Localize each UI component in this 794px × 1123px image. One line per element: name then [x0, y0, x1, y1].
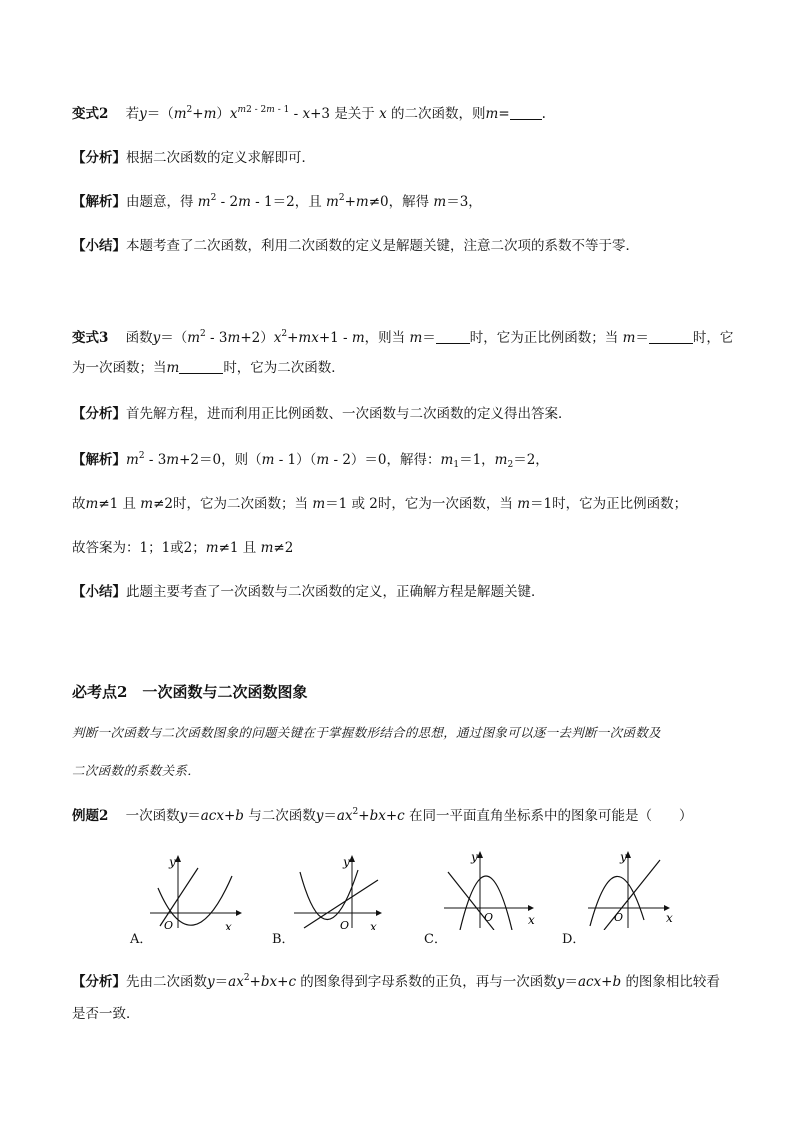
origin-label: O	[340, 919, 350, 930]
section-intro-line2: 二次函数的系数关系．	[72, 763, 201, 778]
x-axis-arrow	[376, 910, 382, 916]
x-label: x	[370, 920, 377, 930]
v3-question-line2: 为一次函数；当m 时，它为二次函数．	[72, 360, 345, 376]
origin-label: O	[484, 911, 494, 924]
graph-d	[584, 850, 694, 930]
x-label: x	[666, 911, 673, 925]
graph-c	[440, 850, 550, 930]
v2-solution: 【解析】由题意，得 $m^2 - 2m - 1=2$，且 $m^2+m\ne 0$，解得 m＝3，	[72, 193, 482, 210]
y-label: y	[343, 855, 350, 869]
v3-solution: 【解析】$m^2 - 3m+2=0$，则（m - 1）（m - 2）＝0，解得：$m_1=1$，$m_2=2$，	[72, 451, 549, 470]
option-b: B．	[272, 932, 295, 947]
x-axis-arrow	[528, 905, 534, 911]
ex2-tag: 例题2	[72, 808, 109, 824]
option-a: A．	[130, 932, 153, 947]
ex2-analysis-line1: 【分析】先由二次函数$y=ax^2+bx+c$ 的图象得到字母系数的正负，再与一次函数y＝acx+b 的图象相比较看	[72, 973, 720, 990]
straight-line	[604, 860, 660, 930]
v2-analysis: 【分析】根据二次函数的定义求解即可．	[72, 150, 315, 166]
y-label: y	[471, 850, 478, 864]
x-label: x	[225, 920, 232, 930]
section-title: 必考点2 一次函数与二次函数图象	[72, 683, 308, 701]
origin-label: O	[164, 919, 174, 930]
graph-a	[140, 850, 250, 930]
v2-tag: 变式2	[72, 106, 109, 122]
v3-answer: 故答案为：1；1或2；m≠1 且 m≠2	[72, 540, 294, 556]
v2-question: 变式2 若$y=(m^2+m)x^{m2 - 2m - 1} - x+3$ 是关于 x 的二次函数，则m= .	[72, 105, 546, 122]
y-label: y	[620, 850, 627, 864]
y-axis-arrow	[477, 851, 483, 858]
ex2-analysis-line2: 是否一致．	[72, 1006, 140, 1022]
origin-label: O	[614, 911, 624, 924]
graph-b	[290, 850, 400, 930]
v3-tag: 变式3	[72, 330, 109, 346]
y-label: y	[169, 855, 176, 869]
option-c: C．	[424, 932, 447, 947]
parabola	[158, 876, 232, 925]
v2-summary: 【小结】本题考查了二次函数，利用二次函数的定义是解题关键，注意二次项的系数不等于零．	[72, 238, 639, 254]
x-label: x	[528, 913, 535, 927]
y-axis-arrow	[175, 855, 181, 862]
ex2-question: 例题2 一次函数y＝acx+b 与二次函数$y=ax^2+bx+c$ 在同一平面直角坐标系中的图象可能是（ ）	[72, 807, 693, 824]
option-d: D．	[562, 932, 586, 947]
x-axis-arrow	[236, 910, 242, 916]
y-axis-arrow	[349, 855, 355, 862]
v3-conclusion: 故m≠1 且 m≠2时，它为二次函数；当 m＝1 或 2时，它为一次函数，当 m＝1时，它为正比例函数；	[72, 496, 688, 512]
straight-line	[160, 868, 198, 926]
section-intro-line1: 判断一次函数与二次函数图象的问题关键在于掌握数形结合的思想，通过图象可以逐一去判断一次函数及	[72, 725, 661, 740]
v3-analysis: 【分析】首先解方程，进而利用正比例函数、一次函数与二次函数的定义得出答案．	[72, 406, 572, 422]
v3-summary: 【小结】此题主要考查了一次函数与二次函数的定义，正确解方程是解题关键．	[72, 584, 545, 600]
v3-question-line1: 变式3 函数$y=(m^2 - 3m+2)x^2+mx+1 - m$，则当 m＝ 时，它为正比例函数；当 m＝ 时，它	[72, 329, 734, 346]
answer-blank	[510, 106, 542, 120]
